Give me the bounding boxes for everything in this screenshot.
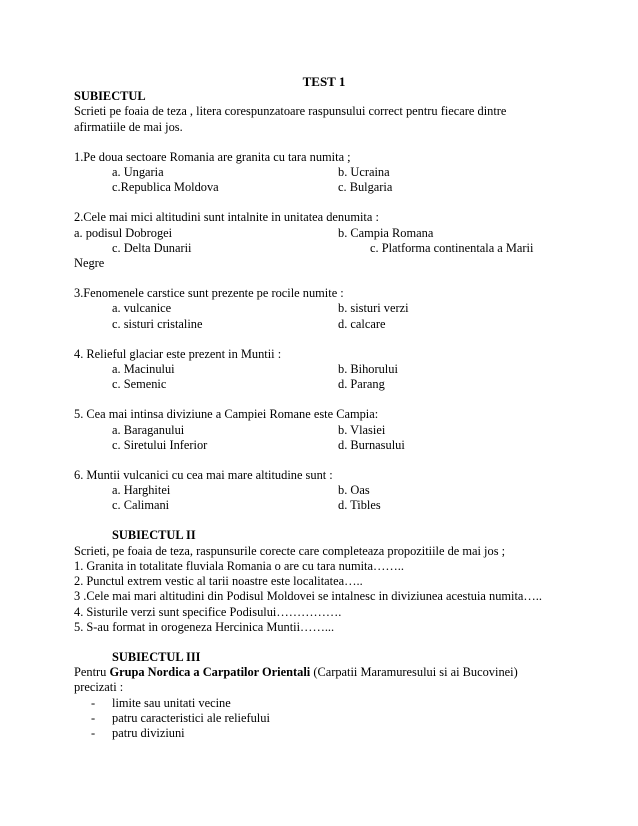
question-4: 4. Relieful glaciar este prezent in Muntii : (74, 346, 282, 361)
question-6-options-row-1 (74, 483, 574, 498)
s3-instruction-bold: Grupa Nordica a Carpatilor Orientali (109, 665, 311, 680)
option-b: b. Campia Romana (338, 225, 434, 240)
s3-instruction-post: (Carpatii Maramuresului si ai Bucovinei) (310, 665, 518, 680)
s2-instruction: Scrieti, pe foaia de teza, raspunsurile corecte care completeaza propozitiile de mai jos ; (74, 543, 506, 558)
question-3-options-row-2 (74, 317, 574, 332)
s2-item-5: 5. S-au format in orogeneza Hercinica Muntii……... (74, 619, 335, 634)
question-4-options-row-2 (74, 377, 574, 392)
option-c: c. sisturi cristaline (112, 316, 203, 331)
s2-item-1: 1. Granita in totalitate fluviala Romania o are cu tara numita…….. (74, 558, 404, 573)
question-5: 5. Cea mai intinsa diviziune a Campiei Romane este Campia: (74, 407, 379, 422)
option-c: c.Republica Moldova (112, 180, 219, 195)
question-5-options-row-2 (74, 438, 574, 453)
option-b: b. Ucraina (338, 165, 390, 180)
question-6-options-row-2 (74, 498, 574, 513)
list-item-text: limite sau unitati vecine (112, 695, 231, 710)
question-6: 6. Muntii vulcanici cu cea mai mare altitudine sunt : (74, 467, 333, 482)
option-b: b. Vlasiei (338, 422, 386, 437)
s3-bullet-list (74, 696, 574, 742)
question-2: 2.Cele mai mici altitudini sunt intalnite in unitatea denumita : (74, 210, 379, 225)
s1-instruction: Scrieti pe foaia de teza , litera corespunzatoare raspunsului correct pentru fiecare dintre (74, 104, 507, 119)
s2-item-2: 2. Punctul extrem vestic al tarii noastre este localitatea….. (74, 574, 363, 589)
option-a: a. Ungaria (112, 165, 164, 180)
question-1-options-row-1 (74, 165, 574, 180)
test-document (74, 74, 574, 741)
s3-precizati: precizati : (74, 680, 124, 695)
option-d: d. Burnasului (338, 437, 405, 452)
s3-instruction-pre: Pentru (74, 665, 110, 680)
dash-marker: - (91, 695, 96, 710)
s1-heading: SUBIECTUL (74, 89, 146, 104)
question-4-options-row-1 (74, 362, 574, 377)
option-b: b. Bihorului (338, 361, 398, 376)
option-d: c. Bulgaria (338, 180, 393, 195)
question-1-options-row-2 (74, 180, 574, 195)
question-1: 1.Pe doua sectoare Romania are granita cu tara numita ; (74, 149, 351, 164)
option-d: d. Parang (338, 377, 385, 392)
question-2-options-row-2 (74, 241, 574, 256)
list-item (74, 696, 574, 711)
s2-item-3: 3 .Cele mai mari altitudini din Podisul Moldovei se intalnesc in diviziunea acestuia numita….. (74, 589, 543, 604)
option-a: a. Baraganului (112, 422, 185, 437)
dash-marker: - (91, 725, 96, 740)
list-item-text: patru diviziuni (112, 725, 185, 740)
option-d-continued: Negre (74, 255, 105, 270)
option-c: c. Semenic (112, 377, 167, 392)
option-c: c. Delta Dunarii (112, 240, 192, 255)
question-2-options-row-1 (74, 226, 574, 241)
question-5-options-row-1 (74, 423, 574, 438)
option-b: b. Oas (338, 483, 370, 498)
s2-heading: SUBIECTUL II (112, 528, 196, 543)
s3-instruction (74, 665, 574, 680)
page-title: TEST 1 (302, 74, 346, 89)
question-3: 3.Fenomenele carstice sunt prezente pe rocile numite : (74, 286, 344, 301)
option-a: a. Macinului (112, 361, 175, 376)
option-d: d. calcare (338, 316, 386, 331)
option-a: a. Harghitei (112, 483, 171, 498)
dash-marker: - (91, 710, 96, 725)
s1-instruction-cont: afirmatiile de mai jos. (74, 119, 183, 134)
option-a: a. podisul Dobrogei (74, 225, 173, 240)
option-d: d. Tibles (338, 498, 381, 513)
option-a: a. vulcanice (112, 301, 172, 316)
s3-heading: SUBIECTUL III (112, 649, 201, 664)
s2-item-4: 4. Sisturile verzi sunt specifice Podisului……………. (74, 604, 342, 619)
list-item (74, 711, 574, 726)
option-b: b. sisturi verzi (338, 301, 409, 316)
option-c: c. Siretului Inferior (112, 437, 208, 452)
question-3-options-row-1 (74, 301, 574, 316)
option-c: c. Calimani (112, 498, 170, 513)
list-item (74, 726, 574, 741)
list-item-text: patru caracteristici ale reliefului (112, 710, 270, 725)
option-d: c. Platforma continentala a Marii (370, 240, 534, 255)
